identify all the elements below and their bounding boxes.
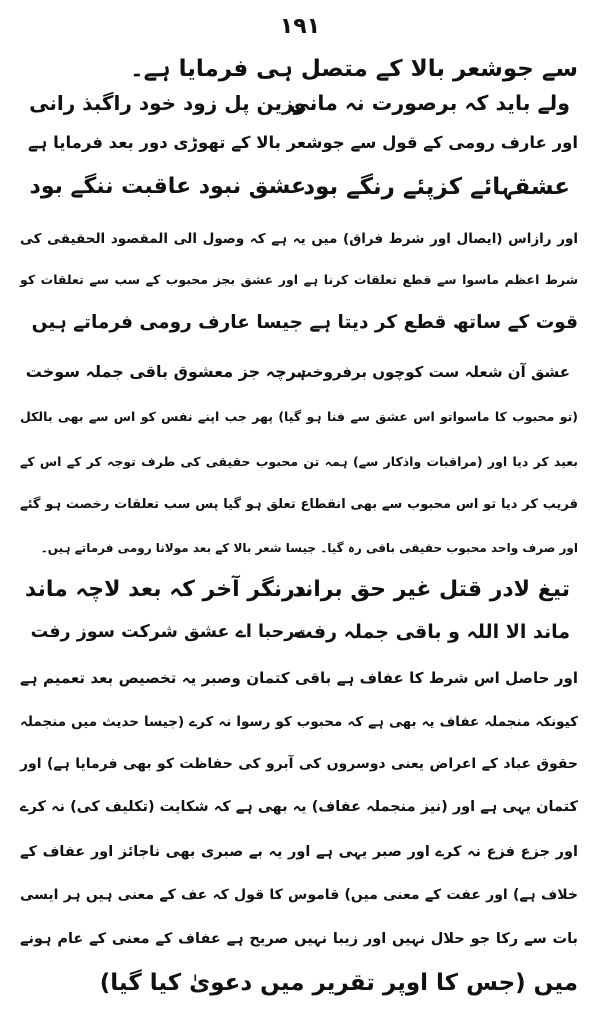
text-line: حقوق عباد کے اعراض یعنی دوسروں کی آبرو کی حفاظت کو بھی فرمایا ہے) اور [20,756,578,772]
verse-hemistich-left: درنگر آخر کہ بعد لاچہ ماند [24,577,306,602]
text-line: کیونکہ منجملہ عفاف یہ بھی ہے کہ محبوب کو رسوا نہ کرے (جیسا حدیث میں منجملہ [20,714,578,730]
text-line: اور جزع فزع نہ کرے اور صبر یہی ہے اور یہ بے صبری بھی ناجائز اور عفاف کے [20,844,578,860]
verse-hemistich-right: ماند الا اللہ و باقی جملہ رفت [293,621,570,643]
verse-hemistich-left: وزین پل زود خود راگبذ رانی [29,91,306,115]
text-line: شرط اعظم ماسوا سے قطع تعلقات کرنا ہے اور عشق بجز محبوب کے سب سے تعلقات کو [20,272,578,287]
verse-hemistich-right: تیغ لادر قتل غیر حق براند [292,577,570,602]
verse-hemistich-left: ہرچہ جز معشوق باقی جملہ سوخت [25,362,306,381]
text-line: اور صرف واحد محبوب حقیقی باقی رہ گیا۔ جیسا شعر بالا کے بعد مولانا رومی فرماتے ہیں۔ [40,541,578,555]
text-line: بات سے رکا جو حلال نہیں اور زیبا نہیں صریح ہے عفاف کے معنی کے عام ہونے [20,931,578,947]
verse-hemistich-right: ولے باید کہ برصورت نہ مانی [288,91,570,115]
verse-hemistich-left: عشق نبود عاقبت ننگے بود [29,174,306,199]
text-line: اور رازاس (ایصال اور شرط فراق) میں یہ ہے کہ وصول الی المقصود الحقیقی کی [20,231,578,247]
text-line: اور حاصل اس شرط کا عفاف ہے باقی کتمان وصبر یہ تخصیص بعد تعمیم ہے [20,669,578,687]
text-line: میں (جس کا اوپر تقریر میں دعویٰ کیا گیا) [99,970,578,996]
text-line: سے جوشعر بالا کے متصل ہی فرمایا ہے۔ [130,56,578,82]
text-line: اور عارف رومی کے قول سے جوشعر بالا کے تھوڑی دور بعد فرمایا ہے [27,133,578,152]
text-line: (تو محبوب کا ماسواتو اس عشق سے فنا ہو گیا) پھر جب اپنے نفس کو اس سے بھی بالکل [20,409,578,424]
page-number: ۱۹۱ [279,14,321,39]
text-line: قوت کے ساتھ قطع کر دیتا ہے جیسا عارف رومی فرماتے ہیں [31,312,578,333]
text-line: کتمان یہی ہے اور (نیز منجملہ عفاف) یہ بھی ہے کہ شکایت (تکلیف کی) نہ کرے [20,799,578,815]
text-line: خلاف ہے) اور عفت کے معنی میں) قاموس کا قول کہ عف کے معنی ہیں ہر ایسی [20,887,578,903]
verse-hemistich-left: مرحبا اے عشق شرکت سوز رفت [30,622,306,642]
verse-hemistich-right: عشق آن شعلہ ست کوچوں برفروخت [296,363,570,381]
text-line: قریب کر دیا تو اس محبوب سے بھی انقطاع تعلق ہو گیا پس سب تعلقات رخصت ہو گئے [20,497,578,512]
verse-hemistich-right: عشقہائے کزپئے رنگے بود [303,174,570,200]
text-line: بعید کر دیا اور (مراقبات واذکار سے) ہمہ تن محبوب حقیقی کی طرف توجہ کر کے اس کے [20,454,578,469]
